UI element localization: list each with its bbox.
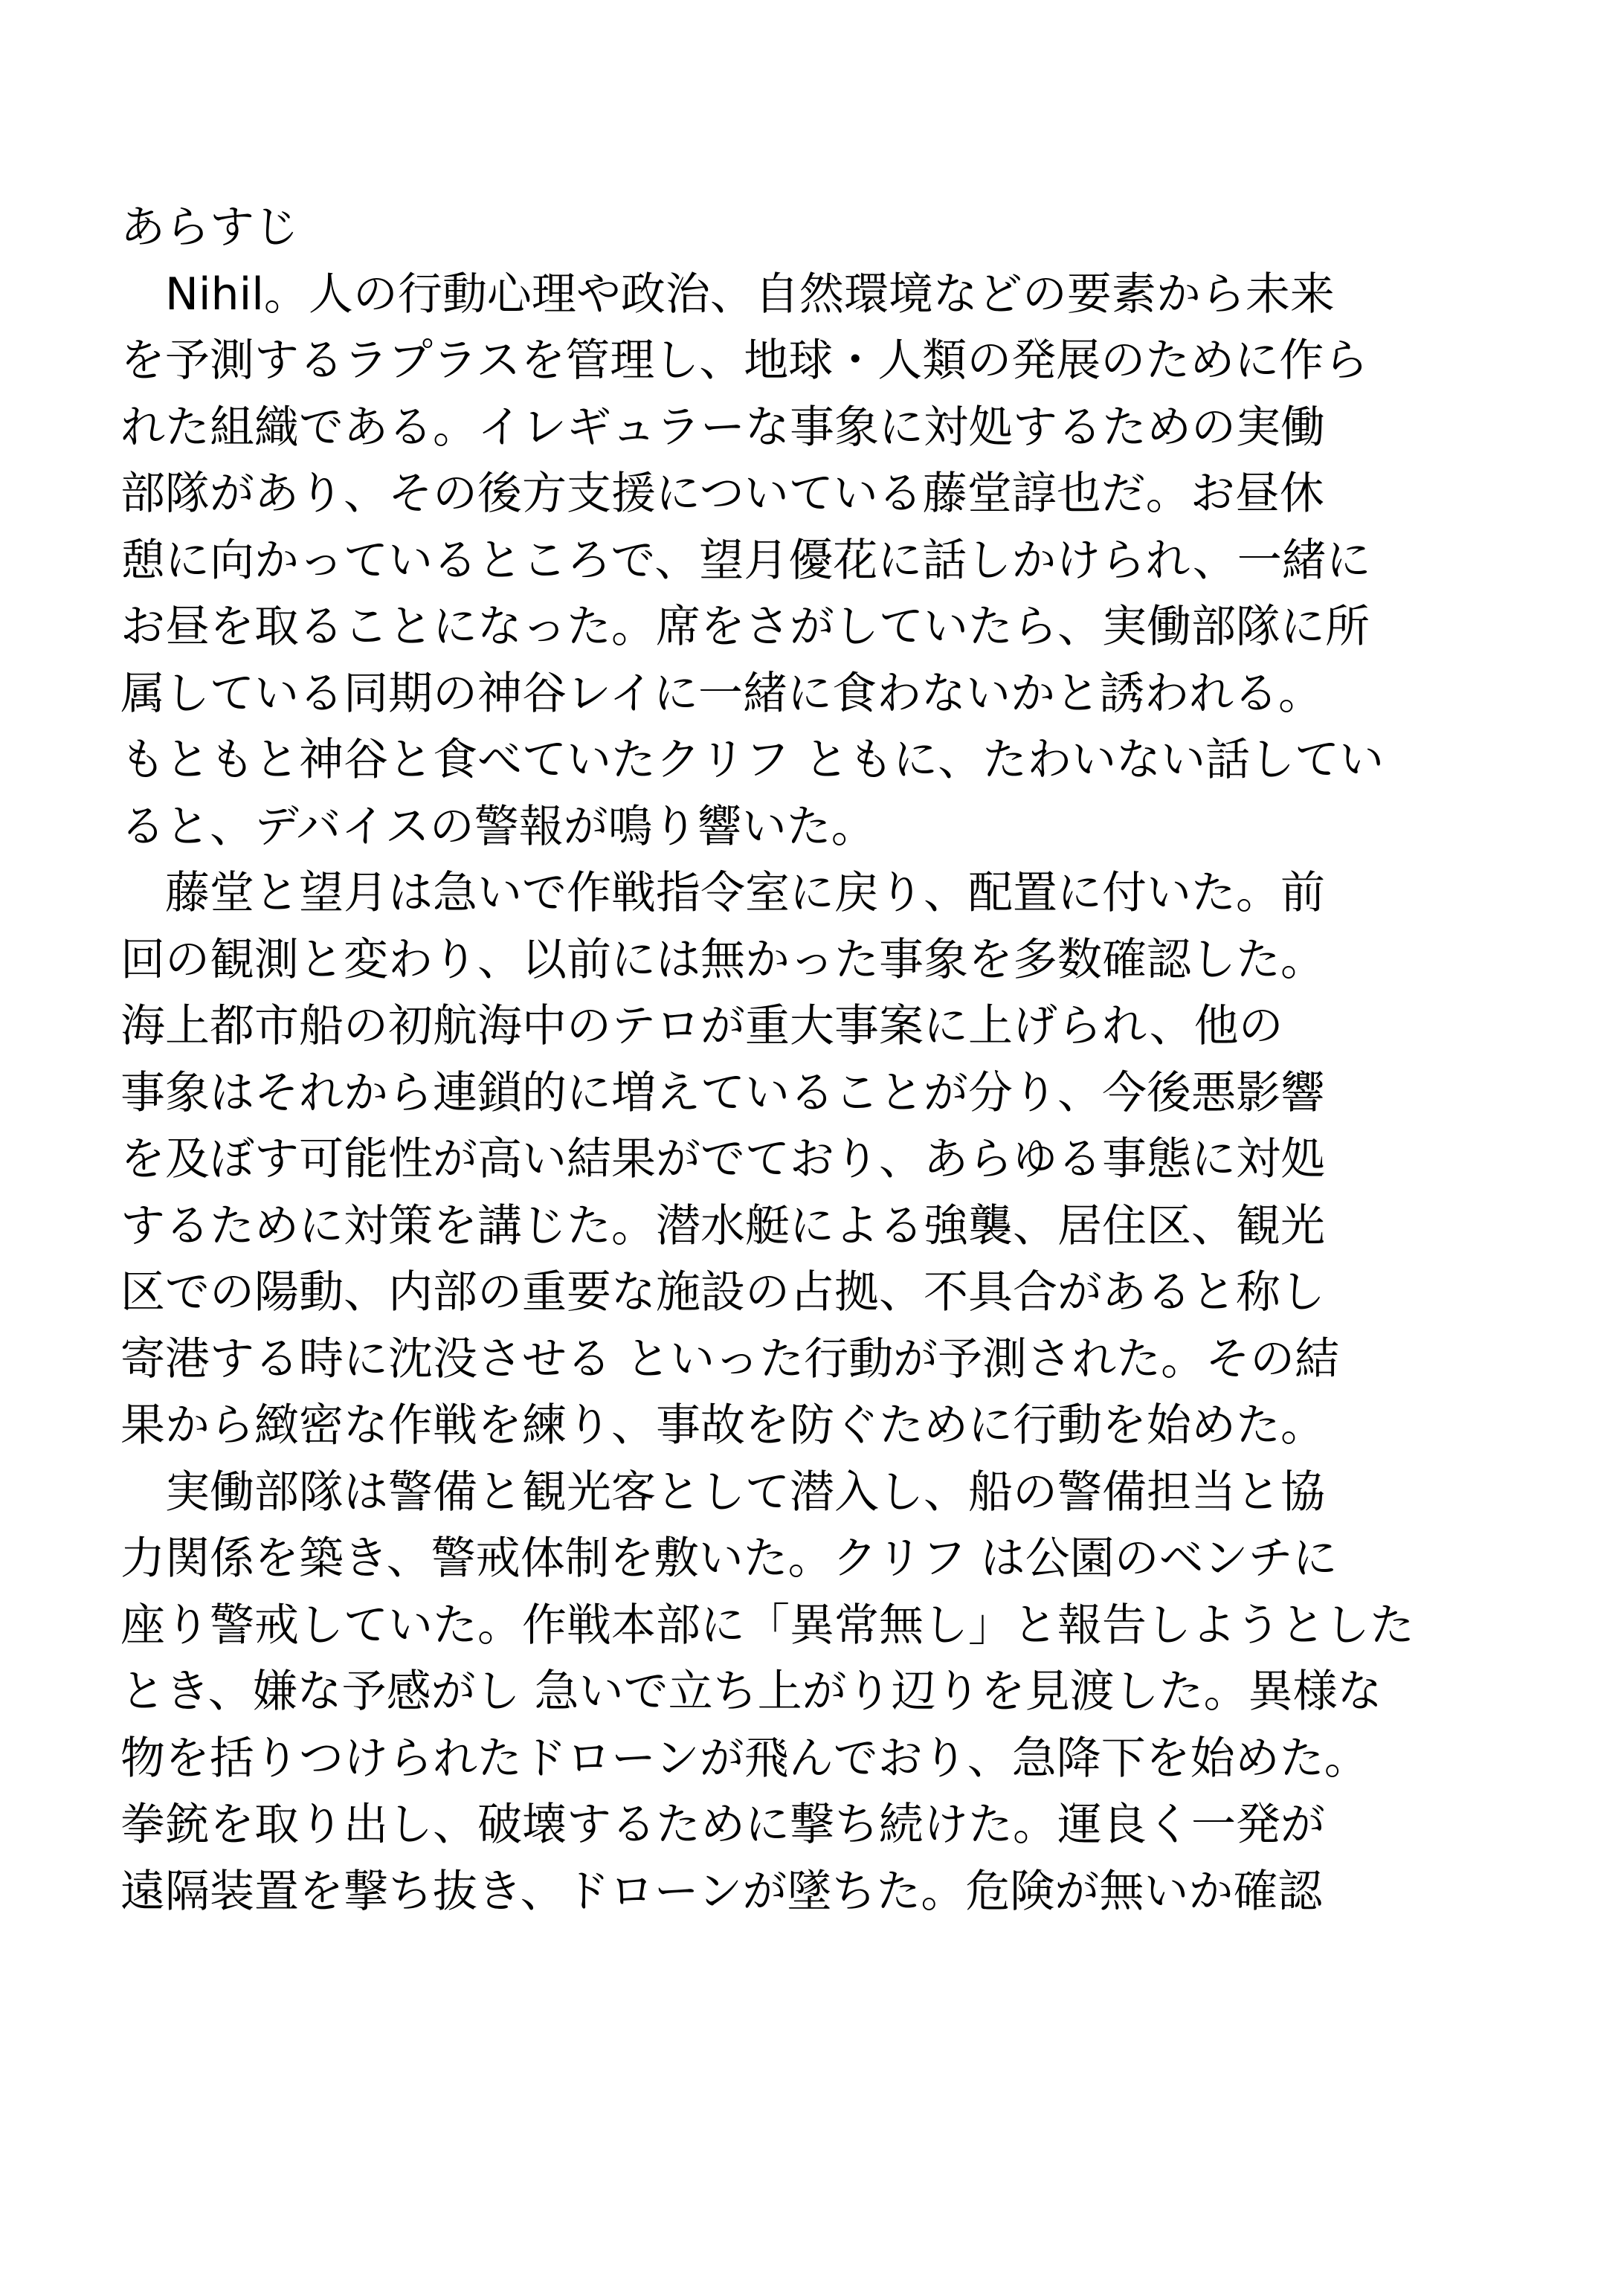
text-line: もともと神谷と食べていたクリフ ともに、たわいない話してい [120,734,1385,786]
text-line: 実働部隊は警備と観光客として潜入し、船の警備担当と協 [120,1466,1325,1518]
text-line: 属している同期の神谷レイに一緒に食わないかと誘われる。 [120,667,1323,720]
text-line: 事象はそれから連鎖的に増えていることが分り、今後悪影響 [120,1066,1325,1119]
text-line: を及ぼす可能性が高い結果がでており、あらゆる事態に対処 [120,1133,1325,1185]
text-line: 物を括りつけられたドローンが飛んでおり、急降下を始めた。 [120,1732,1369,1785]
text-line: 憩に向かっているところで、望月優花に話しかけられ、一緒に [120,534,1371,587]
text-line: れた組織である。イレギュラーな事象に対処するための実働 [120,401,1325,454]
text-line: ると、デバイスの警報が鳴り響いた。 [120,800,876,853]
text-line: お昼を取ることになった。席をさがしていたら、実働部隊に所 [120,601,1370,653]
synopsis-heading: あらすじ [120,202,299,254]
text-line: 拳銃を取り出し、破壊するために撃ち続けた。運良く一発が [120,1799,1325,1851]
text-line: を予測するラプラスを管理し、地球・人類の発展のために作ら [120,335,1369,387]
text-line: 座り警戒していた。作戦本部に「異常無し」と報告しようとした [120,1599,1414,1652]
text-line: 回の観測と変わり、以前には無かった事象を多数確認した。 [120,933,1325,986]
text-line: Nihil。人の行動心理や政治、自然環境などの要素から未来 [120,268,1335,320]
text-line: するために対策を講じた。潜水艇による強襲、居住区、観光 [120,1199,1325,1252]
text-line: とき、嫌な予感がし 急いで立ち上がり辺りを見渡した。異様な [120,1666,1382,1718]
text-line: 区での陽動、内部の重要な施設の占拠、不具合があると称し [120,1266,1325,1318]
text-line: 藤堂と望月は急いで作戦指令室に戻り、配置に付いた。前 [120,867,1325,919]
synopsis-text [120,195,1533,1925]
text-line: 海上都市船の初航海中のテロが重大事案に上げられ、他の [120,1000,1283,1052]
text-line: 部隊があり、その後方支援についている藤堂諄也だ。お昼休 [120,468,1324,520]
text-line: 果から緻密な作戦を練り、事故を防ぐために行動を始めた。 [120,1399,1325,1452]
text-line: 力関係を築き、警戒体制を敷いた。クリフ は公園のベンチに [120,1533,1338,1585]
text-line: 寄港する時に沈没させる といった行動が予測された。その結 [120,1333,1340,1385]
text-line: 遠隔装置を撃ち抜き、ドローンが墜ちた。危険が無いか確認 [120,1865,1323,1918]
